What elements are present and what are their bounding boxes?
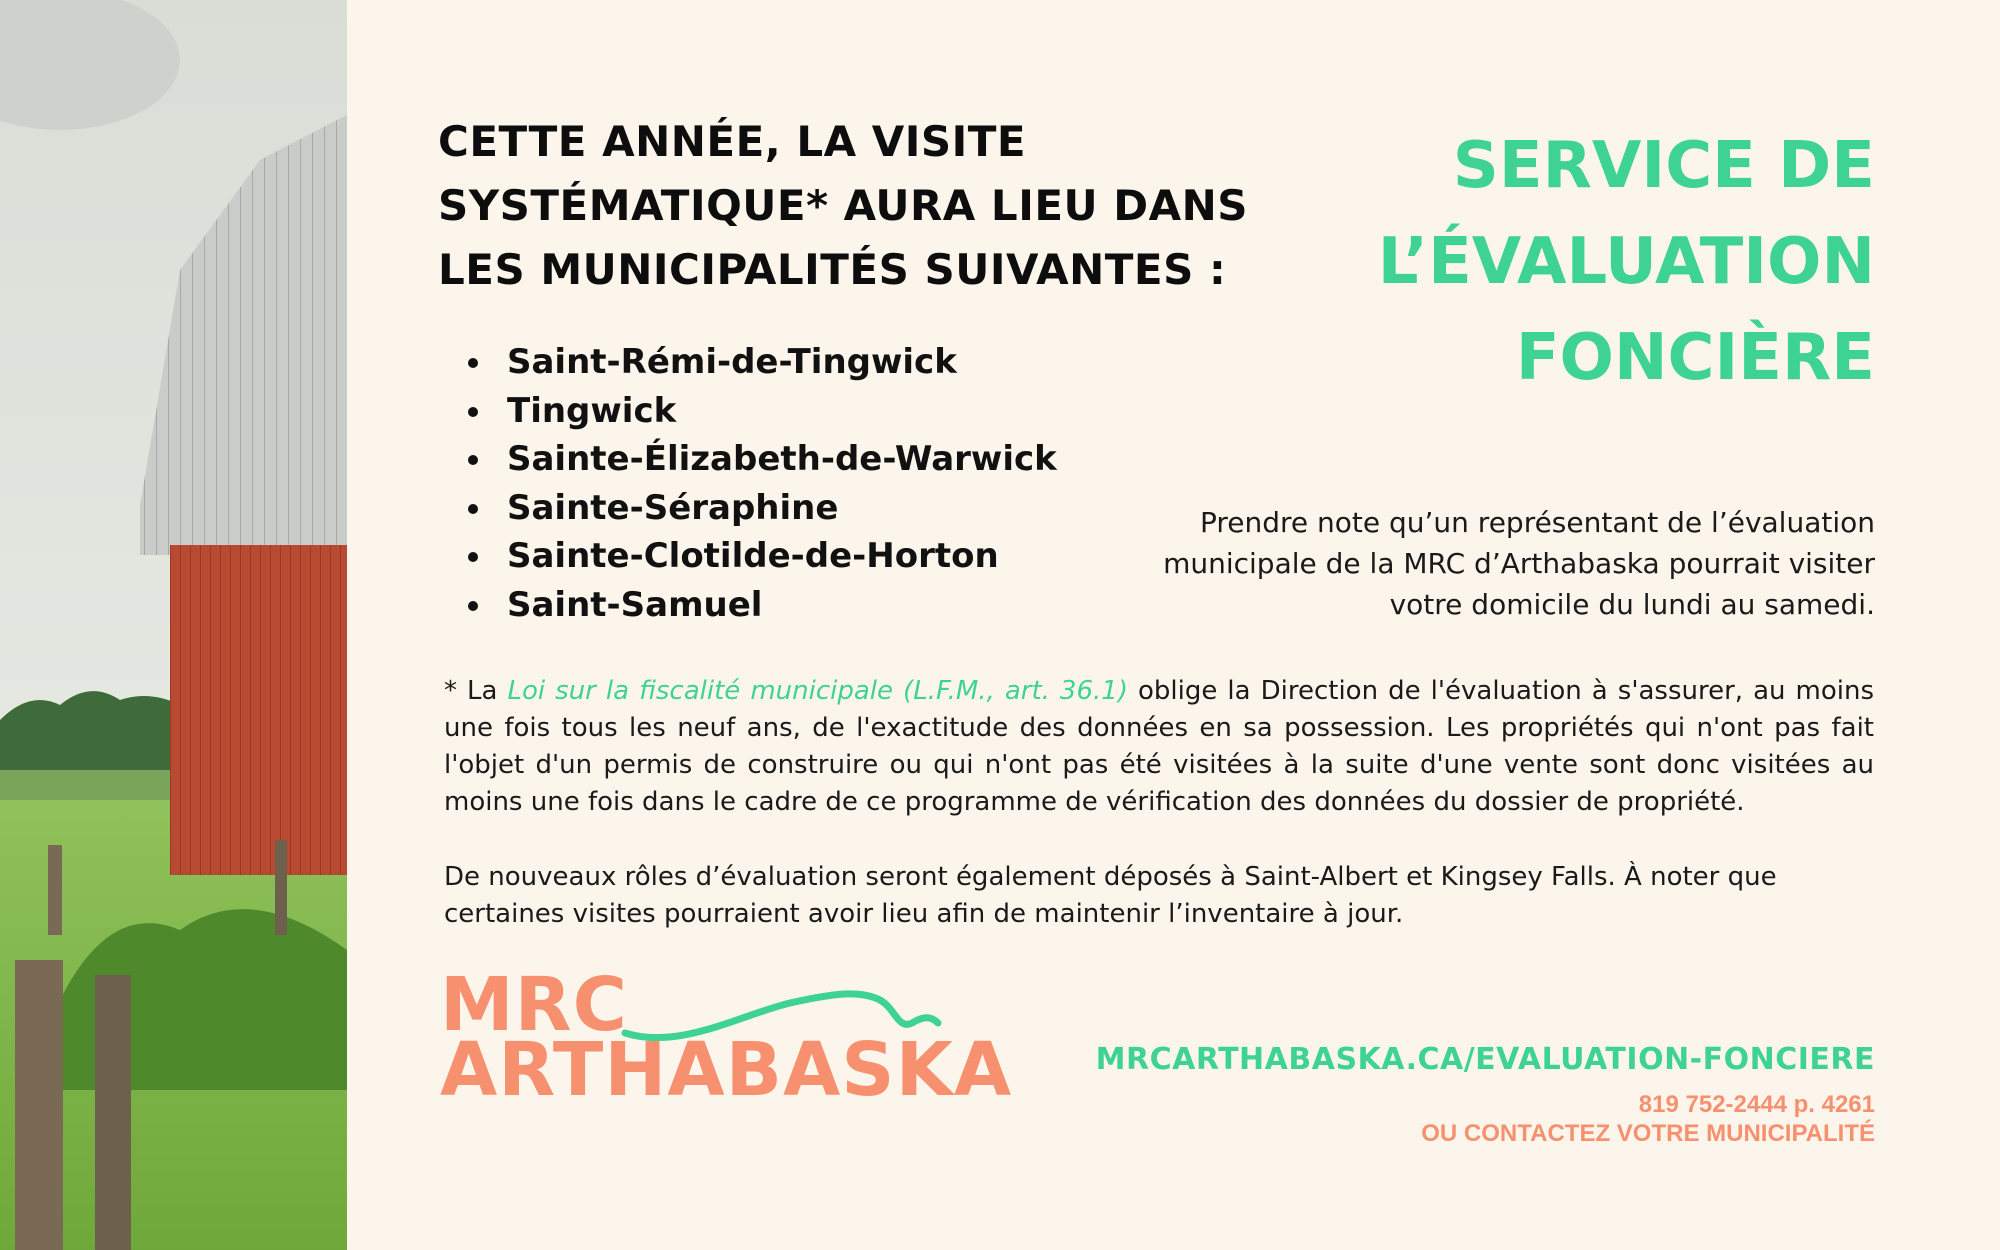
law-reference: Loi sur la fiscalité municipale (L.F.M., art. 36.1)	[507, 676, 1128, 706]
service-title: SERVICE DE L’ÉVALUATION FONCIÈRE	[1377, 129, 1875, 395]
list-item: • Sainte-Séraphine	[495, 484, 1057, 533]
visit-notice: Prendre note qu’un représentant de l’évaluation municipale de la MRC d’Arthabaska pourrait visiter votre domicile du lundi au samedi.	[1163, 506, 1875, 621]
list-item: • Tingwick	[495, 387, 1057, 436]
footnote-prefix: * La	[444, 676, 508, 706]
footnote-text: oblige la Direction de l'évaluation à s'assurer, au moins une fois tous les neuf ans, de l'exactitude des données en sa possession. Les propriétés qui n'ont pas fait l'objet d'un permis de construire ou qui n'ont pas été visitées à la suite d'une vente sont donc visitées au moins une fois dans le cadre de ce programme de vérification des données du dossier de propriété.	[444, 676, 1874, 817]
website-link[interactable]: MRCARTHABASKA.CA/EVALUATION-FONCIERE	[1095, 1042, 1875, 1077]
roles-note: De nouveaux rôles d’évaluation seront également déposés à Saint-Albert et Kingsey Falls. À noter que certaines visites pourraient avoir lieu afin de maintenir l’inventaire à jour.	[444, 862, 1777, 929]
list-item: • Sainte-Élizabeth-de-Warwick	[495, 435, 1057, 484]
list-item: • Saint-Rémi-de-Tingwick	[495, 338, 1057, 387]
footnote	[444, 673, 1874, 821]
contact-municipality: OU CONTACTEZ VOTRE MUNICIPALITÉ	[1421, 1120, 1875, 1147]
municipality-list	[455, 338, 1057, 629]
list-item: • Sainte-Clotilde-de-Horton	[495, 532, 1057, 581]
list-item: • Saint-Samuel	[495, 581, 1057, 630]
barn-photo	[0, 0, 347, 1250]
logo-line-1: MRC	[440, 962, 628, 1048]
headline: CETTE ANNÉE, LA VISITE SYSTÉMATIQUE* AURA LIEU DANS LES MUNICIPALITÉS SUIVANTES :	[438, 117, 1249, 294]
mrc-logo	[440, 962, 1013, 1135]
logo-line-2: ARTHABASKA	[440, 1027, 1013, 1113]
phone-number: 819 752-2444 p. 4261	[1638, 1091, 1875, 1118]
